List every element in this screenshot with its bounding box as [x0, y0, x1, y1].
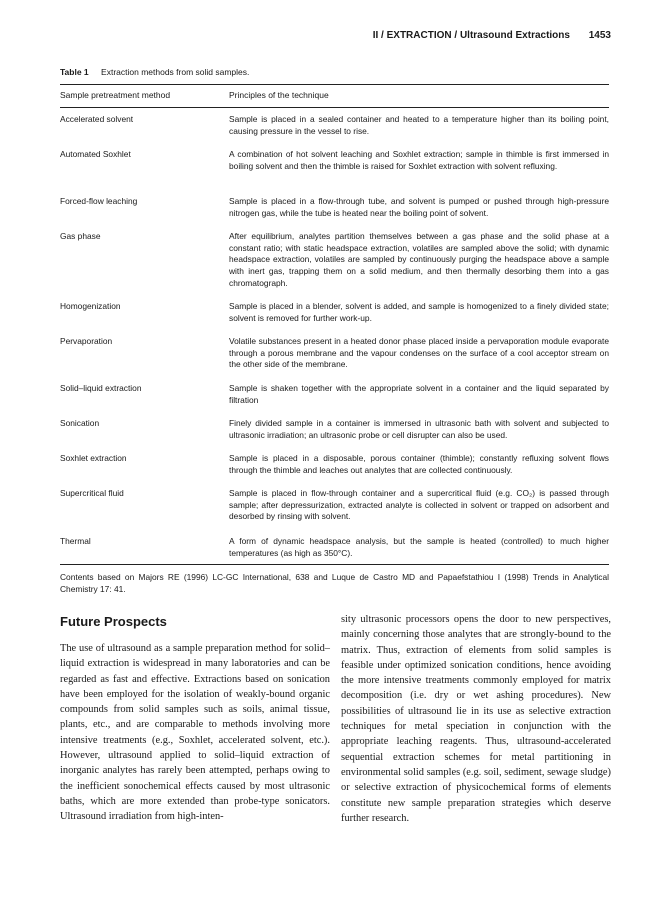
- method-cell: Accelerated solvent: [60, 114, 134, 124]
- principle-cell: Sample is placed in a blender, solvent is added, and sample is homogenized to a finely divided state; solvent is removed for further work-up.: [229, 301, 609, 323]
- body-column-right: [341, 612, 611, 826]
- paragraph: The use of ultrasound as a sample preparation method for solid–liquid extraction is widespread in many laboratories and can be regarded as fast and effective. Extractions based on sonication have been employed for the isolation of weakly-bound organic compounds from solid samples such as soils, animal tissue, plants, etc., and are comparable to methods involving more intensive treatments (e.g., Soxhlet, accelerated solvent, etc.). However, ultrasound applied to solid–liquid extraction of inorganic analytes has rarely been attempted, perhaps owing to the inefficient sonochemical effects caused by most ultrasonic baths, which are more extended than probe-type sonicators. Ultrasound irradiation from high-inten-: [60, 643, 330, 823]
- table-caption: [60, 67, 249, 77]
- running-title: II / EXTRACTION / Ultrasound Extractions: [372, 30, 570, 41]
- method-cell: Solid–liquid extraction: [60, 383, 142, 393]
- method-cell: Soxhlet extraction: [60, 453, 127, 463]
- principle-cell: A form of dynamic headspace analysis, but the sample is heated (controlled) to much higher temperatures (as high as 350°C).: [229, 536, 609, 558]
- page-number: 1453: [588, 30, 611, 41]
- principle-cell: After equilibrium, analytes partition themselves between a gas phase and the solid phase at a constant ratio; with static headspace extraction, volatiles are sampled above the solid; with dynamic headspace extraction, volatiles are sampled by continuously purging the headspace above a sample with inert gas, trapping them on a solid medium, and then thermally desorbing them into a gas chromatograph.: [229, 231, 609, 288]
- table-label: Table 1: [60, 67, 89, 77]
- principle-cell: Volatile substances present in a heated donor phase placed inside a pervaporation module evaporate through a porous membrane and the vapour condenses on the surface of a cool acceptor stream on the other side of the membrane.: [229, 336, 609, 370]
- paragraph: sity ultrasonic processors opens the door to new perspectives, mainly concerning those analytes that are strongly-bound to the matrix. Thus, extraction of elements from solid samples is feasible under optimized sonication conditions, hence avoiding the more intensive treatments commonly employed for matrix decomposition (i.e. dry or wet ashing procedures). New possibilities of ultrasound lie in its use as selective extraction techniques for metal speciation in conjunction with the appropriate leaching reagents. Thus, ultrasound-accelerated sequential extraction schemes for metal partitioning in environmental solid samples (e.g. soil, sediment, sewage sludge) or selective extraction of physicochemical forms of elements constitute new sample preparation strategies which deserve further research.: [341, 614, 611, 824]
- method-cell: Automated Soxhlet: [60, 149, 131, 159]
- principle-cell: A combination of hot solvent leaching and Soxhlet extraction; sample in thimble is first immersed in boiling solvent and then the thimble is raised for Soxhlet extraction with solvent refluxing.: [229, 149, 609, 171]
- principle-cell: Sample is placed in flow-through container and a supercritical fluid (e.g. CO₂) is passed through sample; after depressurization, extracted analyte is collected in solvent or trapped on adsorbent and desorbed by rinsing with solvent.: [229, 488, 609, 522]
- column-header-principles: Principles of the technique: [229, 90, 329, 100]
- section-heading: Future Prospects: [60, 614, 167, 629]
- table-footnote: Contents based on Majors RE (1996) LC-GC International, 638 and Luque de Castro MD and Papaefstathiou I (1998) Trends in Analytical Chemistry 17: 41.: [60, 572, 609, 594]
- table-caption-text: Extraction methods from solid samples.: [101, 67, 250, 77]
- principle-cell: Finely divided sample in a container is immersed in ultrasonic bath with solvent and subjected to ultrasonic irradiation; an ultrasonic probe or cell disrupter can also be used.: [229, 418, 609, 440]
- method-cell: Sonication: [60, 418, 100, 428]
- principle-cell: Sample is shaken together with the appropriate solvent in a container and the liquid separated by filtration: [229, 383, 609, 405]
- principle-cell: Sample is placed in a disposable, porous container (thimble); constantly refluxing solvent flows through the thimble and leaches out analytes that are collected continuously.: [229, 453, 609, 475]
- column-header-method: Sample pretreatment method: [60, 90, 171, 100]
- method-cell: Supercritical fluid: [60, 488, 124, 498]
- running-header: [373, 30, 611, 41]
- method-cell: Gas phase: [60, 231, 101, 241]
- method-cell: Homogenization: [60, 301, 121, 311]
- principle-cell: Sample is placed in a flow-through tube, and solvent is pumped or pushed through high-pressure nitrogen gas, while the tube is heated near the boiling point of solvent.: [229, 196, 609, 218]
- body-column-left: [60, 641, 330, 825]
- table-top-rule: [60, 84, 609, 85]
- principle-cell: Sample is placed in a sealed container and heated to a temperature higher than its boiling point, causing pressure in the vessel to rise.: [229, 114, 609, 136]
- method-cell: Forced-flow leaching: [60, 196, 138, 206]
- method-cell: Thermal: [60, 536, 91, 546]
- table-header-rule: [60, 107, 609, 108]
- method-cell: Pervaporation: [60, 336, 113, 346]
- table-bottom-rule: [60, 564, 609, 565]
